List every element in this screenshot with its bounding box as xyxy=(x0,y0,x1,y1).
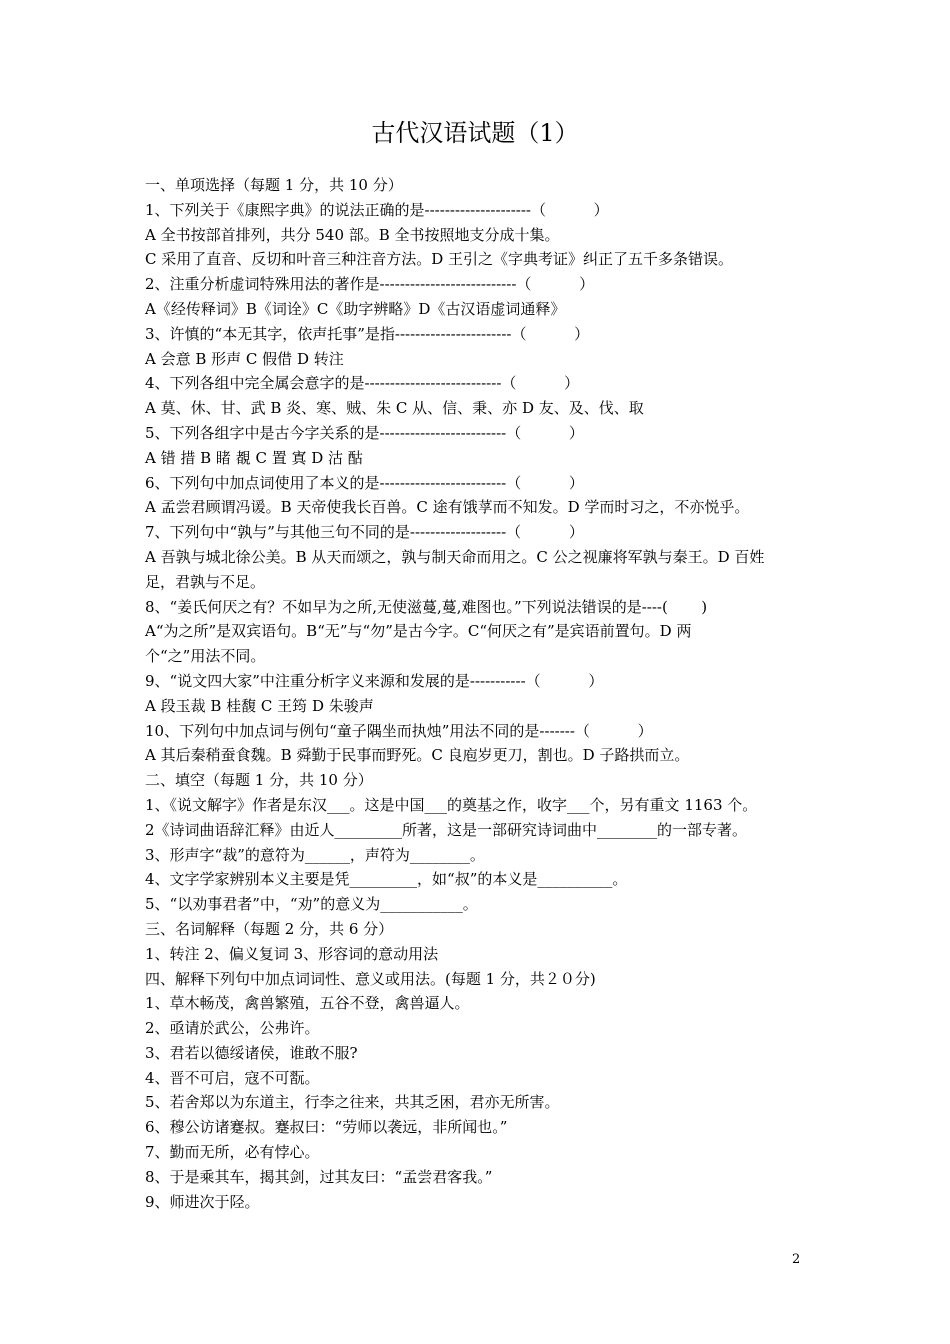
text-line: 10、下列句中加点词与例句“童子隅坐而执烛”用法不同的是-------（ ） xyxy=(145,721,653,740)
text-line: A 会意 B 形声 C 假借 D 转注 xyxy=(145,349,344,368)
text-line: 二、填空（每题 1 分，共 10 分） xyxy=(145,771,373,790)
text-line: A 全书按部首排列，共分 540 部。B 全书按照地支分成十集。 xyxy=(145,225,560,244)
text-line: A 莫、休、甘、武 B 炎、寒、贼、朱 C 从、信、秉、亦 D 友、及、伐、取 xyxy=(145,399,644,418)
text-line: 一、单项选择（每题 1 分，共 10 分） xyxy=(145,176,403,194)
text-line: 9、“说文四大家”中注重分析字义来源和发展的是-----------（ ） xyxy=(145,671,604,690)
text-line: 4、下列各组中完全属会意字的是---------------------------（ ） xyxy=(145,374,580,393)
text-line: A 其后秦稍蚕食魏。B 舜勤于民事而野死。C 良庖岁更刀，割也。D 子路拱而立。 xyxy=(145,746,690,765)
text-line: 9、师进次于陉。 xyxy=(145,1192,260,1211)
text-line: 1、草木畅茂，禽兽繁殖，五谷不登，禽兽逼人。 xyxy=(145,994,470,1013)
text-line: 四、解释下列句中加点词词性、意义或用法。(每题 1 分，共２０分) xyxy=(145,969,596,988)
text-line: A《经传释词》B《词诠》C《助字辨略》D《古汉语虚词通释》 xyxy=(145,299,566,318)
text-line: A 吾孰与城北徐公美。B 从天而颂之，孰与制天命而用之。C 公之视廉将军孰与秦王。D 百姓 xyxy=(145,547,765,566)
text-line: 5、若舍郑以为东道主，行李之往来，共其乏困，君亦无所害。 xyxy=(145,1093,560,1112)
text-line: 7、勤而无所，必有悖心。 xyxy=(145,1143,320,1162)
text-line: A 段玉裁 B 桂馥 C 王筠 D 朱骏声 xyxy=(145,696,374,715)
text-line: 1、下列关于《康熙字典》的说法正确的是---------------------（ ） xyxy=(145,200,609,219)
text-line: 2、注重分析虚词特殊用法的著作是---------------------------（ ） xyxy=(145,275,595,294)
text-line: 三、名词解释（每题 2 分，共 6 分） xyxy=(145,919,394,938)
text-line: 8、于是乘其车，揭其剑，过其友曰：“孟尝君客我。” xyxy=(145,1167,493,1186)
text-line: 5、下列各组字中是古今字关系的是-------------------------（ ） xyxy=(145,423,584,442)
text-line: 6、穆公访诸蹇叔。蹇叔曰：“劳师以袭远，非所闻也。” xyxy=(145,1118,508,1137)
text-line: A 错 措 B 睹 覩 C 置 寘 D 沽 酤 xyxy=(145,448,363,467)
text-line: 足，君孰与不足。 xyxy=(145,572,266,591)
text-line: 8、“姜氏何厌之有？不如早为之所,无使滋蔓,蔓,难图也。”下列说法错误的是----( ) xyxy=(145,597,708,616)
text-line: 1、《说文解字》作者是东汉___。这是中国___的奠基之作，收字___个，另有重文 1163 个。 xyxy=(145,795,758,814)
text-line: 个“之”用法不同。 xyxy=(145,647,266,666)
text-line: 3、形声字“裁”的意符为______，声符为________。 xyxy=(145,845,485,864)
text-line: 5、“以劝事君者”中，“劝”的意义为___________。 xyxy=(145,895,478,914)
text-line: A“为之所”是双宾语句。B“无”与“勿”是古今字。C“何厌之有”是宾语前置句。D 两 xyxy=(145,622,692,641)
text-line: A 孟尝君顾谓冯谖。B 天帝使我长百兽。C 途有饿莩而不知发。D 学而时习之，不亦悦乎。 xyxy=(145,498,750,517)
text-line: 4、文字学家辨别本义主要是凭_________，如“叔”的本义是__________。 xyxy=(145,870,628,889)
text-line: 4、晋不可启，寇不可翫。 xyxy=(145,1068,320,1087)
text-line: 2、亟请於武公，公弗许。 xyxy=(145,1019,320,1038)
text-line: 7、下列句中“孰与”与其他三句不同的是-------------------（ ） xyxy=(145,523,584,542)
text-line: 3、许慎的“本无其字，依声托事”是指-----------------------（ ） xyxy=(145,324,590,343)
text-line: C 采用了直音、反切和叶音三种注音方法。D 王引之《字典考证》纠正了五千多条错误。 xyxy=(145,250,734,269)
text-line: 6、下列句中加点词使用了本义的是-------------------------（ ） xyxy=(145,473,584,492)
page-title: 古代汉语试题（1） xyxy=(371,119,579,147)
text-line: 2《诗词曲语辞汇释》由近人_________所著，这是一部研究诗词曲中________的一部专著。 xyxy=(145,820,748,839)
text-line: 3、君若以德绥诸侯，谁敢不服? xyxy=(145,1043,358,1062)
exam-body xyxy=(145,173,815,1214)
text-line: 1、转注 2、偏义复词 3、形容词的意动用法 xyxy=(145,944,439,963)
page-number: 2 xyxy=(792,1252,801,1267)
